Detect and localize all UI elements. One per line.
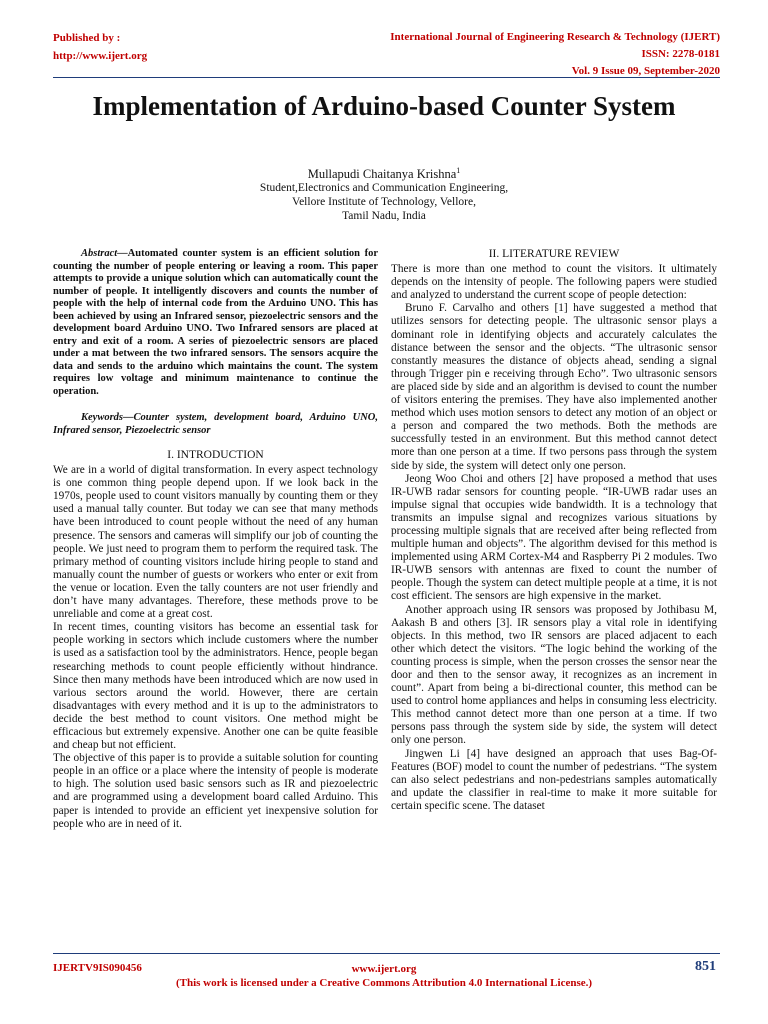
section-heading-introduction: I. INTRODUCTION — [167, 449, 264, 461]
paper-title: Implementation of Arduino-based Counter System — [92, 91, 676, 121]
intro-paragraph: The objective of this paper is to provide a suitable solution for counting people in an office or a place where the intensity of people is moderate to high. The solution used basic sensors such as IR and piezoelectric and are programmed using a development board called Arduino. This paper is intended to provide an efficient yet inexpensive solution for people who are in need of it. — [53, 752, 378, 830]
published-by-label: Published by : — [53, 32, 121, 44]
paper-id: IJERTV9IS090456 — [53, 962, 142, 974]
intro-paragraph: In recent times, counting visitors has become an essential task for people working in sectors which include customers where the number is used as a satisfaction tool by the administrators. Hence, people began researching methods to count people efficiently without hindrance. Since then many methods have been introduced which are now used in various sectors around the world. However, there are certain disadvantages with every method and it is up to the administrators to decide the best method to count visitors. One method might be efficacious but extremely expensive. Another one can be quite feasible and cheap but not efficient. — [53, 621, 378, 752]
affiliation-line: Vellore Institute of Technology, Vellore, — [292, 196, 476, 208]
literature-paragraph: Jingwen Li [4] have designed an approach that uses Bag-Of-Features (BOF) model to count the number of pedestrians. “The system can also select pedestrians and non-pedestrians samples automatically and update the classifier in real-time to make it more suitable for certain specific scene. The dataset — [391, 747, 717, 812]
footer-center — [0, 962, 768, 990]
affiliation-line: Student,Electronics and Communication Engineering, — [259, 182, 509, 194]
abstract — [53, 248, 378, 398]
license-note: (This work is licensed under a Creative Commons Attribution 4.0 International License.) — [175, 977, 593, 989]
literature-paragraph: Bruno F. Carvalho and others [1] have suggested a method that utilizes sensors for detecting people. The ultrasonic sensor plays a dominant role in identifying objects and accurately calculates the distance between the sensor and the objects. “The ultrasonic sensor constantly measures the distance of objects ahead, sending a signal through Trigger pin e receiving through Echo”. Two ultrasonic sensors are placed side by side and an algorithm is devised to count the number of visitors entering the premises. They have also implemented another method which uses motion sensors to detect any motion of an object or a person and compared the two methods. Both the methods are successfully tested in an environment. But this method cannot detect more than one person at a time. If two persons pass through the system side by side, the system will detect only one person. — [391, 302, 717, 472]
abstract-lead: Abstract — [81, 248, 118, 259]
footer-rule — [53, 953, 720, 954]
section-heading-literature-review: II. LITERATURE REVIEW — [488, 248, 620, 260]
header-rule — [53, 77, 720, 78]
journal-block — [390, 29, 720, 80]
literature-paragraph: Jeong Woo Choi and others [2] have proposed a method that uses IR-UWB radar sensors for counting people. “IR-UWB radar uses an impulse signal that occupies wide bandwidth. It is a technology that transmits an impulse signal and recognizes various situations by processing multiple signals that are received after being reflected from multiple human and objects”. The algorithm devised for this method is implemented using ARM Cortex-M4 and Raspberry Pi 2 modules. Two IR-UWB sensors with antennas are fixed to count the number of people. Though the system can detect multiple people at a time, it is not cost efficient. The sensors are high expensive in the market. — [391, 472, 717, 603]
page-number: 851 — [695, 959, 716, 974]
author-superscript: 1 — [456, 166, 461, 175]
keywords-text: —Counter system, development board, Arduino UNO, Infrared sensor, Piezoelectric sensor — [53, 412, 378, 436]
volume-issue: Vol. 9 Issue 09, September-2020 — [571, 65, 720, 77]
affiliation — [0, 181, 768, 223]
author-name — [0, 166, 768, 182]
right-column — [391, 248, 717, 813]
literature-paragraph: There is more than one method to count the visitors. It ultimately depends on the intensity of people. The following papers were studied and analyzed to understand the current scope of people detection: — [391, 263, 717, 302]
keywords-lead: Keywords — [81, 412, 123, 423]
publisher-block — [53, 29, 147, 65]
author-name-text: Mullapudi Chaitanya Krishna — [307, 167, 457, 182]
footer-site-link[interactable]: www.ijert.org — [351, 963, 417, 975]
left-column — [53, 248, 378, 831]
journal-name: International Journal of Engineering Research & Technology (IJERT) — [390, 31, 720, 43]
keywords — [53, 412, 378, 437]
intro-paragraph: We are in a world of digital transformation. In every aspect technology is one common thing people depend upon. If we look back in the 1970s, people used to count visitors manually by counting them or they used a manual tally counter. But today we can see that many methods have been introduced to count people without the need of any human presence. The sensors and cameras will simplify our job of counting the people. We just need to program them to perform the required task. The primary method of counting visitors include hiring people to stand and manually count the number of guests or workers who enter or exit from the venue or location. Even the tally counters are not user friendly and don’t have many advantages. Therefore, these methods prove to be unreliable and come at a great cost. — [53, 464, 378, 621]
publisher-link[interactable]: http://www.ijert.org — [53, 50, 148, 62]
literature-paragraph: Another approach using IR sensors was proposed by Jothibasu M, Aakash B and others [3]. IR sensors play a vital role in identifying objects. In this method, two IR sensors are placed adjacent to each other which detect the visitors. “The logic behind the working of the counting process is simple, when the person crosses the sensor near the door and then to the sensor away, it recognizes as an increment in count”. Apart from being a bi-directional counter, this method can be used to control home appliances and helps in consuming less electricity. This method cannot detect more than one person at a time. If two persons pass through the system side by side, the system will detect only one person. — [391, 603, 717, 747]
issn: ISSN: 2278-0181 — [641, 48, 720, 60]
affiliation-line: Tamil Nadu, India — [342, 210, 426, 222]
abstract-text: —Automated counter system is an efficient solution for counting the number of people entering or leaving a room. This paper attempts to provide a unique solution which can automatically count the number of people. It intelligently discovers and counts the number of people with the help of internal code from the Arduino UNO. This has been achieved by using an Infrared sensor, piezoelectric sensors and the development board Arduino UNO. Two Infrared sensors are placed at entry and exit of a room. A series of piezoelectric sensors are placed under a mat between the two infrared sensors. The sensors acquire the data and sends to the arduino which maintains the count. The system requires low voltage and minimum maintenance to continue the operation. — [53, 248, 378, 397]
